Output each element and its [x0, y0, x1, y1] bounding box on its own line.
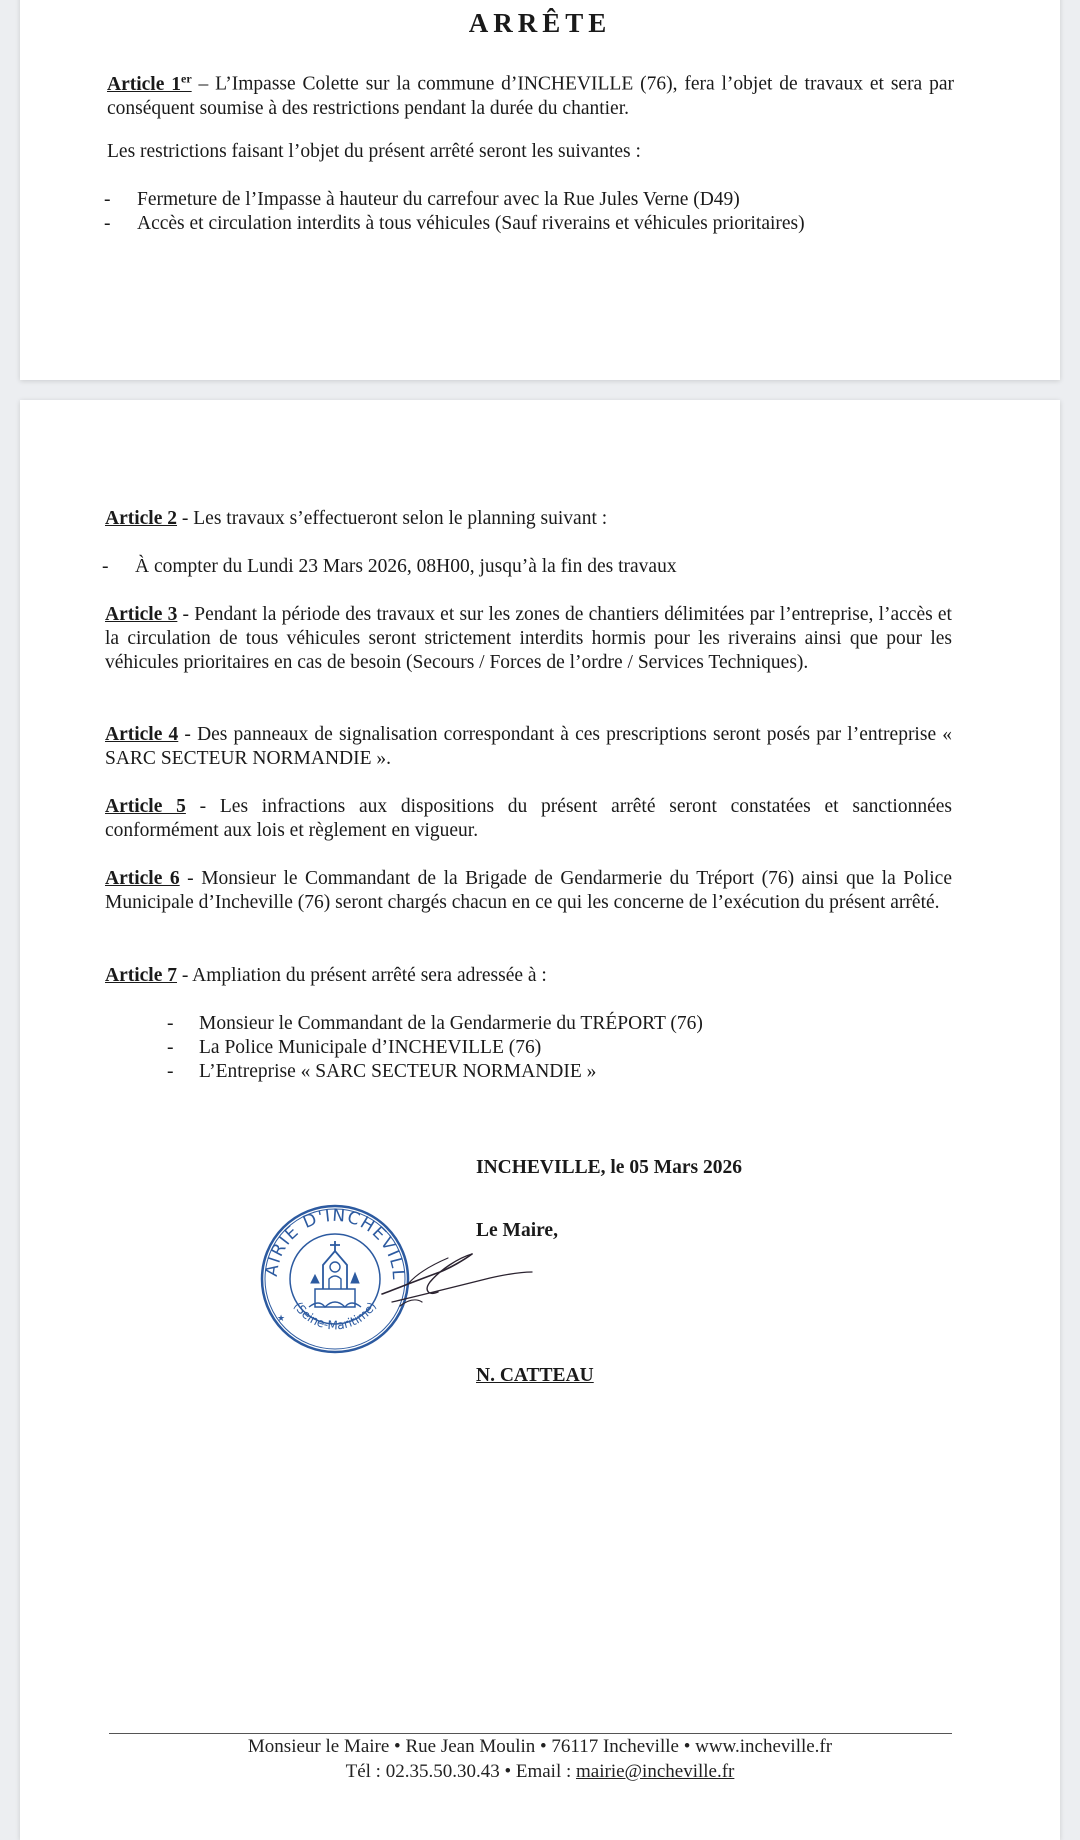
article-4: [105, 723, 952, 771]
footer-contact: [0, 1759, 1080, 1784]
mayor-name: N. CATTEAU: [476, 1365, 594, 1386]
article-3-text: - Pendant la période des travaux et sur les zones de chantiers délimitées par l’entreprise, l’accès et la circulation de tous véhicules seront strictement interdits hormis pour les riverains ainsi que pour les véhicules prioritaires en cas de besoin (Secours / Forces de l’ordre / Services Techniques).: [105, 604, 952, 673]
footer-email-link[interactable]: mairie@incheville.fr: [576, 1761, 735, 1782]
article-5: [105, 795, 952, 843]
article-2: [105, 507, 607, 531]
article-7-text: - Ampliation du présent arrêté sera adressée à :: [177, 965, 547, 986]
article-1-label: Article 1er: [107, 71, 192, 95]
article-6-text: - Monsieur le Commandant de la Brigade de Gendarmerie du Tréport (76) ainsi que la Police Municipale d’Incheville (76) seront chargés chacun en ce qui les concerne de l’exécution du présent arrêté.: [105, 868, 952, 913]
place-date: INCHEVILLE, le 05 Mars 2026: [476, 1157, 742, 1178]
restrictions-intro: Les restrictions faisant l’objet du présent arrêté seront les suivantes :: [107, 141, 641, 162]
document-title: ARRÊTE: [468, 8, 612, 38]
article-2-label: Article 2: [105, 508, 178, 529]
article-4-text: - Des panneaux de signalisation correspondant à ces prescriptions seront posés par l’entreprise « SARC SECTEUR NORMANDIE ».: [105, 724, 952, 769]
article-1-text: – L’Impasse Colette sur la commune d’INCHEVILLE (76), fera l’objet de travaux et sera par conséquent soumise à des restrictions pendant la durée du chantier.: [107, 73, 954, 119]
article-7-label: Article 7: [105, 965, 178, 986]
footer-phone: Tél : 02.35.50.30.43 • Email :: [345, 1761, 577, 1782]
article-2-text: - Les travaux s’effectueront selon le planning suivant :: [177, 508, 608, 529]
mayor-signature: [378, 1242, 538, 1312]
article-6: [105, 867, 952, 915]
svg-text:MAIRIE D'INCHEVILLE: AIRIE D'INCHEVILL: [261, 1205, 409, 1282]
article-3-label: Article 3: [105, 604, 178, 625]
article-1: [107, 66, 954, 121]
article-5-text: - Les infractions aux dispositions du présent arrêté seront constatées et sanctionnées conformément aux lois et règlement en vigueur.: [105, 796, 952, 841]
article-4-label: Article 4: [105, 724, 179, 745]
article-7: [105, 964, 547, 988]
article-3: [105, 603, 952, 675]
svg-text:(Seine-Maritime): (Seine-Maritime): [290, 1299, 380, 1333]
article-6-label: Article 6: [105, 868, 180, 889]
mayor-role: Le Maire,: [476, 1220, 558, 1241]
article-5-label: Article 5: [105, 796, 186, 817]
footer-address: Monsieur le Maire • Rue Jean Moulin • 76117 Incheville • www.incheville.fr: [247, 1736, 833, 1757]
svg-text:★: ★: [277, 1313, 286, 1323]
